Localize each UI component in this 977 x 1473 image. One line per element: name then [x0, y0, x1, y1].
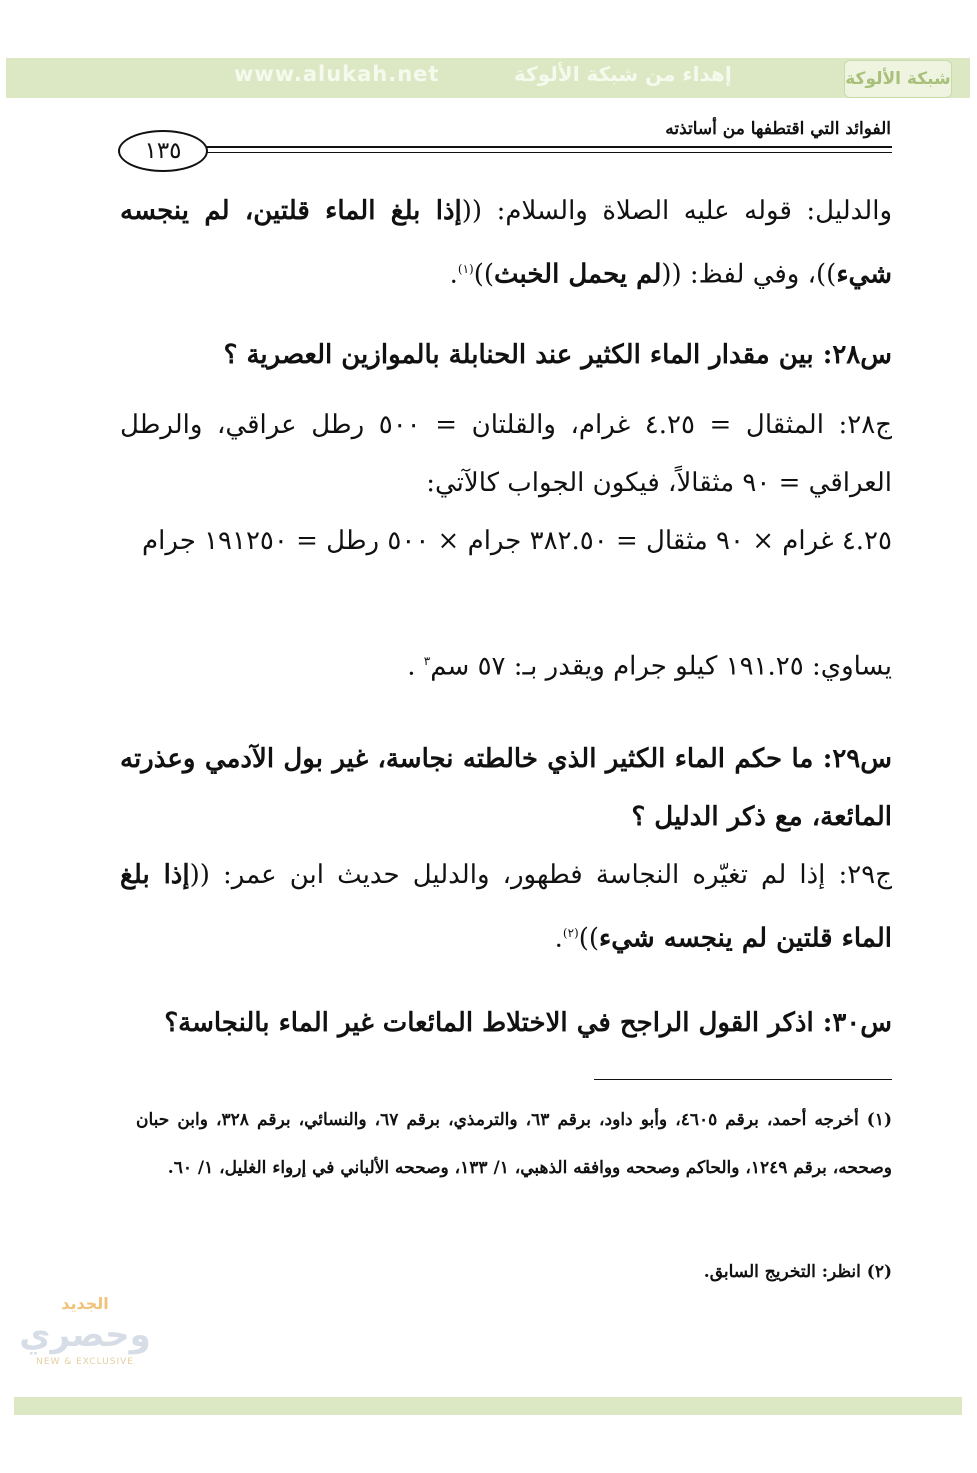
new-exclusive-badge [19, 1278, 151, 1382]
evidence-end: . [449, 259, 458, 290]
evidence-text-3: )) [473, 259, 494, 290]
bottom-banner [14, 1397, 962, 1415]
question-29: س٢٩: ما حكم الماء الكثير الذي خالطته نجاسة، غير بول الآدمي وعذرته المائعة، مع ذكر الدليل ؟ [120, 744, 892, 832]
result-text: يساوي: ١٩١.٢٥ كيلو جرام ويقدر بـ: ٥٧ سم [430, 651, 892, 682]
footnote-2: (٢) انظر: التخريج السابق. [703, 1262, 892, 1282]
footnote-ref-1[interactable]: (١) [457, 262, 474, 276]
page-number: ١٣٥ [118, 130, 208, 172]
badge-bottom-text: NEW & EXCLUSIVE [36, 1356, 134, 1367]
calculation: ٤.٢٥ غرام × ٩٠ مثقال = ٣٨٢.٥٠ جرام × ٥٠٠ رطل = ١٩١٢٥٠ جرام [142, 526, 892, 556]
header-rule [200, 146, 892, 148]
evidence-text-1: والدليل: قوله عليه الصلاة والسلام: (( [461, 196, 892, 226]
evidence-text-2: ))، وفي لفظ: (( [661, 259, 837, 290]
hadith-quote-1: إذا بلغ الماء قلتين، لم ينجسه شيء [120, 196, 892, 290]
cubic-superscript: ٣ [423, 654, 431, 668]
result-line [120, 632, 892, 696]
footnote-1: (١) أخرجه أحمد، برقم ٤٦٠٥، وأبو داود، برقم ٦٣، والترمذي، برقم ٦٧، والنسائي، برقم ٣٢٨، وابن حبان وصححه، برقم ١٢٤٩، والحاكم وصححه ووافقه الذهبي، ١/ ١٣٣، وصححه الألباني في إرواء الغليل، ١/ ٦٠. [136, 1110, 892, 1178]
question-30: س٣٠: اذكر القول الراجح في الاختلاط المائعات غير الماء بالنجاسة؟ [164, 1008, 892, 1038]
top-banner [6, 58, 970, 98]
answer-29 [120, 846, 892, 968]
badge-top-text: الجديد [61, 1293, 109, 1313]
evidence-paragraph [120, 182, 892, 304]
site-url[interactable]: www.alukah.net [234, 62, 440, 86]
footnote-separator [594, 1079, 892, 1080]
footnote-ref-2[interactable]: (٢) [562, 926, 579, 940]
running-header-title: الفوائد التي اقتطفها من أساتذته [665, 119, 891, 139]
answer-29-end: . [554, 923, 563, 954]
badge-main-text: وحصري [19, 1314, 151, 1355]
answer-29-text-2: )) [578, 923, 600, 954]
hadith-quote-3: إذا بلغ الماء قلتين لم ينجسه شيء [120, 860, 892, 954]
hadith-quote-2: لم يحمل الخبث [494, 259, 662, 290]
alukah-logo: شبكة الألوكة [844, 60, 952, 98]
answer-28: ج٢٨: المثقال = ٤.٢٥ غرام، والقلتان = ٥٠٠ رطل عراقي، والرطل العراقي = ٩٠ مثقالاً، فيكون الجواب كالآتي: [120, 410, 892, 498]
result-end: . [407, 651, 424, 682]
gift-caption: إهداء من شبكة الألوكة [514, 62, 732, 86]
header-rule-thin [200, 152, 892, 153]
answer-29-text-1: ج٢٩: إذا لم تغيّره النجاسة فطهور، والدليل حديث ابن عمر: (( [189, 860, 892, 890]
question-28: س٢٨: بين مقدار الماء الكثير عند الحنابلة بالموازين العصرية ؟ [223, 340, 892, 370]
